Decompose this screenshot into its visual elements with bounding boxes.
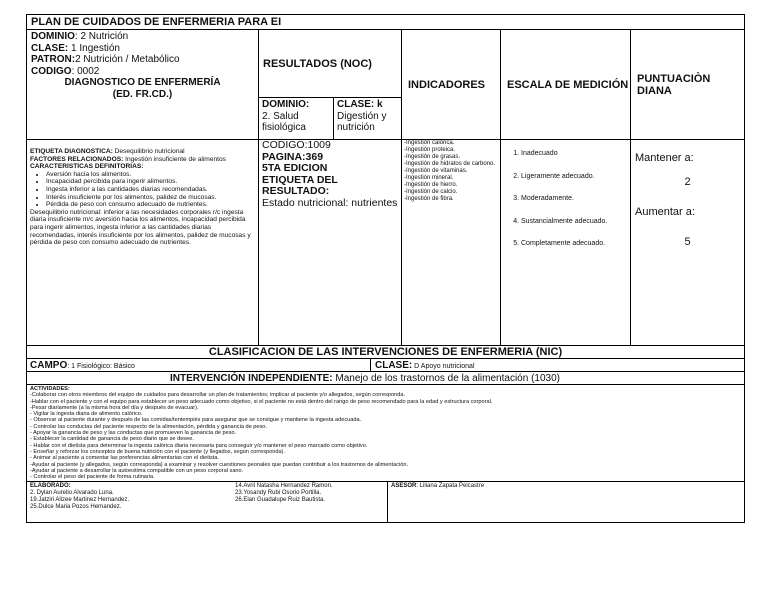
title-row <box>27 15 744 30</box>
elaborado-cell <box>27 482 388 522</box>
caracteristicas-label: CARACTERISTICAS DEFINITORIAS: <box>30 163 144 171</box>
campo-label: CAMPO <box>30 360 68 371</box>
factores-value: Ingestión insuficiente de alimentos <box>123 155 226 163</box>
noc-etiqueta-2: RESULTADO: <box>262 185 330 197</box>
actividad-item: -Hablar con el paciente y con el equipo para establecer un peso adecuado como objetivo, si el paciente no está dentro del rango de peso recomendado para la edad y estructura corporal. <box>30 398 493 405</box>
intervencion-value: Manejo de los trastornos de la alimentación (1030) <box>332 373 560 384</box>
noc-detail-cell <box>259 140 402 345</box>
list-item: • Pérdida de peso con consumo adecuado de nutrientes. <box>46 201 255 209</box>
indicador-item: -Ingestión de hierro. <box>404 182 458 188</box>
header-row <box>27 30 744 140</box>
nic-header-row <box>27 346 744 359</box>
codigo-value: : 0002 <box>71 65 100 77</box>
actividad-item: - Controlar las conductas del paciente respecto de la alimentación, pérdida y ganancia de peso. <box>30 423 267 430</box>
asesor-value: : Liliana Zapata Pelcastre <box>416 483 485 490</box>
autor: 25.Dulce Maria Pozos Hernandez. <box>30 504 122 511</box>
intervencion-row <box>27 372 744 385</box>
intervencion-cell <box>27 372 744 384</box>
nic-clase-cell <box>371 359 744 371</box>
mantener-label: Mantener a: <box>635 152 694 164</box>
enunciado-diagnostico: Desequilibrio nutricional: inferior a las necesidades corporales r/c ingesta diaria insuficiente m/c aversión hacia los alimentos, incapacidad percibida para ingerir alimentos, ingesta inferior a las cantidades diarias recomendadas, interés insuficiente por los alimentos, palidez de mucosas y pérdida de peso con consumo adecuado de nutrientes. <box>30 208 251 247</box>
noc-clase-value: Digestión y nutrición <box>337 110 387 133</box>
actividad-item: - Vigilar la ingesta diaria de alimento calórico. <box>30 411 143 418</box>
escala-header <box>501 30 631 139</box>
actividad-item: -Ayudar al paciente (y allegados, según corresponda) a examinar y resolver cuestiones peonales que puedan contribuir a los trastornos de alimentación. <box>30 461 409 468</box>
patron-value: 2 Nutrición / Metabólico <box>75 54 180 65</box>
indicador-item: -Ingestión calórica. <box>404 140 455 146</box>
actividad-item: - Controlar el peso del paciente de forma rutinaria. <box>30 474 155 481</box>
list-item: • Aversión hacia los alimentos. <box>46 171 255 179</box>
asesor-label: ASESOR <box>391 483 417 490</box>
aumentar-value: 5 <box>684 236 691 248</box>
noc-codigo: CODIGO:1009 <box>262 140 331 151</box>
list-item: • Interés insuficiente por los alimentos, palidez de mucosas. <box>46 194 255 202</box>
campo-cell <box>27 359 371 371</box>
escala-item: 2. Ligeramente adecuado. <box>521 171 628 194</box>
noc-dominio-value: 2. Salud fisiológica <box>262 110 306 133</box>
codigo-label: CODIGO <box>31 65 72 77</box>
body-row <box>27 140 744 346</box>
aumentar-label: Aumentar a: <box>635 206 695 218</box>
list-item: • Ingesta inferior a las cantidades diarias recomendadas. <box>46 186 255 194</box>
etiqueta-value: Desequilibrio nutricional <box>112 148 185 155</box>
indicador-item: -Ingestión mineral. <box>404 175 454 181</box>
actividad-item: - Animar al paciente a comentar las preferencias alimentarias con el dietista. <box>30 455 220 462</box>
actividad-item: -Colaborar con otros miembros del equipo de cuidados para desarrollar un plan de tratamientos; implicar al paciente y/o allegados, según corresponda. <box>30 392 405 399</box>
autor: 23.Yosandy Rubi Osorio Portilla. <box>235 490 322 497</box>
indicador-item: -Ingestión de grasas. <box>404 154 461 160</box>
actividades-label: ACTIVIDADES: <box>30 386 70 392</box>
mantener-value: 2 <box>684 176 691 188</box>
clase-value: 1 Ingestión <box>68 42 120 54</box>
domain-info <box>27 30 259 139</box>
patron-label: PATRON: <box>31 54 76 65</box>
nic-clase-label: CLASE: <box>375 360 413 371</box>
noc-etiqueta-1: ETIQUETA DEL <box>262 173 338 186</box>
noc-dominio-label: DOMINIO: <box>262 99 310 110</box>
puntuacion-header <box>631 30 744 139</box>
intervencion-label: INTERVENCIÓN INDEPENDIENTE: <box>170 373 333 384</box>
actividad-item: - Enseñar y reforzar los conceptos de buena nutrición con el paciente (y llegados, según corresponda). <box>30 448 285 455</box>
escala-cell <box>501 140 631 345</box>
actividad-item: - Observar al paciente durante y después de las comidas/tentempiés para asegurar que se consigue y mantiene la ingesta adecuada. <box>30 417 362 424</box>
indicador-item: -Ingestión de vitaminas. <box>404 168 468 174</box>
noc-pagina: PAGINA:369 <box>262 150 324 163</box>
noc-header: RESULTADOS (NOC) <box>263 57 372 70</box>
escala-item: 3. Moderadamente. <box>521 193 628 216</box>
factores-label: FACTORES RELACIONADOS: <box>30 155 124 163</box>
indicador-item: -Ingestión de fibra. <box>404 196 454 202</box>
noc-clase-label: CLASE: k <box>337 99 383 110</box>
clase-label: CLASE: <box>31 42 69 54</box>
escala-list <box>503 148 628 261</box>
indicador-item: -Ingestión de calcio. <box>404 189 458 195</box>
escala-item: 1. Inadecuado <box>521 148 628 171</box>
actividad-item: - Apoyar la ganancia de peso y las conductas que promueven la ganancia de peso. <box>30 430 237 437</box>
actividad-item: - Hablar con el dietista para determinar la ingesta calórica diaria necesaria para conseguir y/o mantener el peso marcado como objetivo. <box>30 442 368 449</box>
caracteristicas-list <box>30 171 255 209</box>
indicadores-header-text: INDICADORES <box>408 78 486 91</box>
etiqueta-label: ETIQUETA DIAGNOSTICA: <box>30 148 113 155</box>
indicadores-cell <box>402 140 501 345</box>
nic-header: CLASIFICACION DE LAS INTERVENCIONES DE ENFERMERIA (NIC) <box>208 346 563 358</box>
autor: 19.Jatziri Alizee Martinez Hernandez. <box>30 497 130 504</box>
autor: 2. Dylan Aurelio Alvarado Luna. <box>30 490 114 497</box>
diagnostico-cell <box>27 140 259 345</box>
indicador-item: -Ingestión de hidratos de carbono. <box>404 161 496 167</box>
nic-clase-value: D Apoyo nutricional <box>412 363 475 370</box>
list-item: • Incapacidad percibida para ingerir alimentos. <box>46 178 255 186</box>
asesor-cell <box>388 482 744 522</box>
elaborado-row <box>27 482 744 522</box>
autor: 26.Elan Guadalupe Ruiz Bautista. <box>235 497 326 504</box>
puntuacion-cell <box>631 140 744 345</box>
escala-item: 5. Completamente adecuado. <box>521 238 628 261</box>
noc-resultado: Estado nutricional: nutrientes <box>262 196 398 209</box>
campo-value: : 1 Fisiológico: Básico <box>67 363 135 370</box>
actividades-cell <box>27 385 744 481</box>
autor: 14.Avril Natasha Hernandez Ramon. <box>235 483 333 490</box>
dominio-value: : 2 Nutrición <box>74 31 129 42</box>
actividad-item: - Establecer la cantidad de ganancia de peso diario que se desee. <box>30 436 194 443</box>
actividades-row <box>27 385 744 482</box>
puntuacion-header-text: PUNTUACIÒN DIANA <box>637 72 711 97</box>
noc-header-cell <box>259 30 402 139</box>
escala-header-text: ESCALA DE MEDICIÓN <box>507 78 629 91</box>
diagnostico-subheading: (ED. FR.CD.) <box>112 88 173 100</box>
indicadores-header <box>402 30 501 139</box>
campo-row <box>27 359 744 372</box>
indicador-item: -Ingestión proteica. <box>404 147 456 153</box>
escala-item: 4. Sustancialmente adecuado. <box>521 216 628 239</box>
dominio-label: DOMINIO <box>31 31 75 42</box>
actividad-item: -Pesar diariamente (a la misma hora del día y después de evacuar). <box>30 404 199 411</box>
noc-edicion: 5TA EDICION <box>262 162 328 174</box>
elaborado-label: ELABORADO: <box>30 483 71 490</box>
diagnostico-heading: DIAGNOSTICO DE ENFERMERÍA <box>64 77 221 88</box>
actividad-item: -Ayudar al paciente a desarrollar la autoestima compatible con un peso corporal sano. <box>30 467 244 474</box>
care-plan-sheet <box>26 14 745 523</box>
page-title: PLAN DE CUIDADOS DE ENFERMERIA PARA EI <box>31 16 282 28</box>
